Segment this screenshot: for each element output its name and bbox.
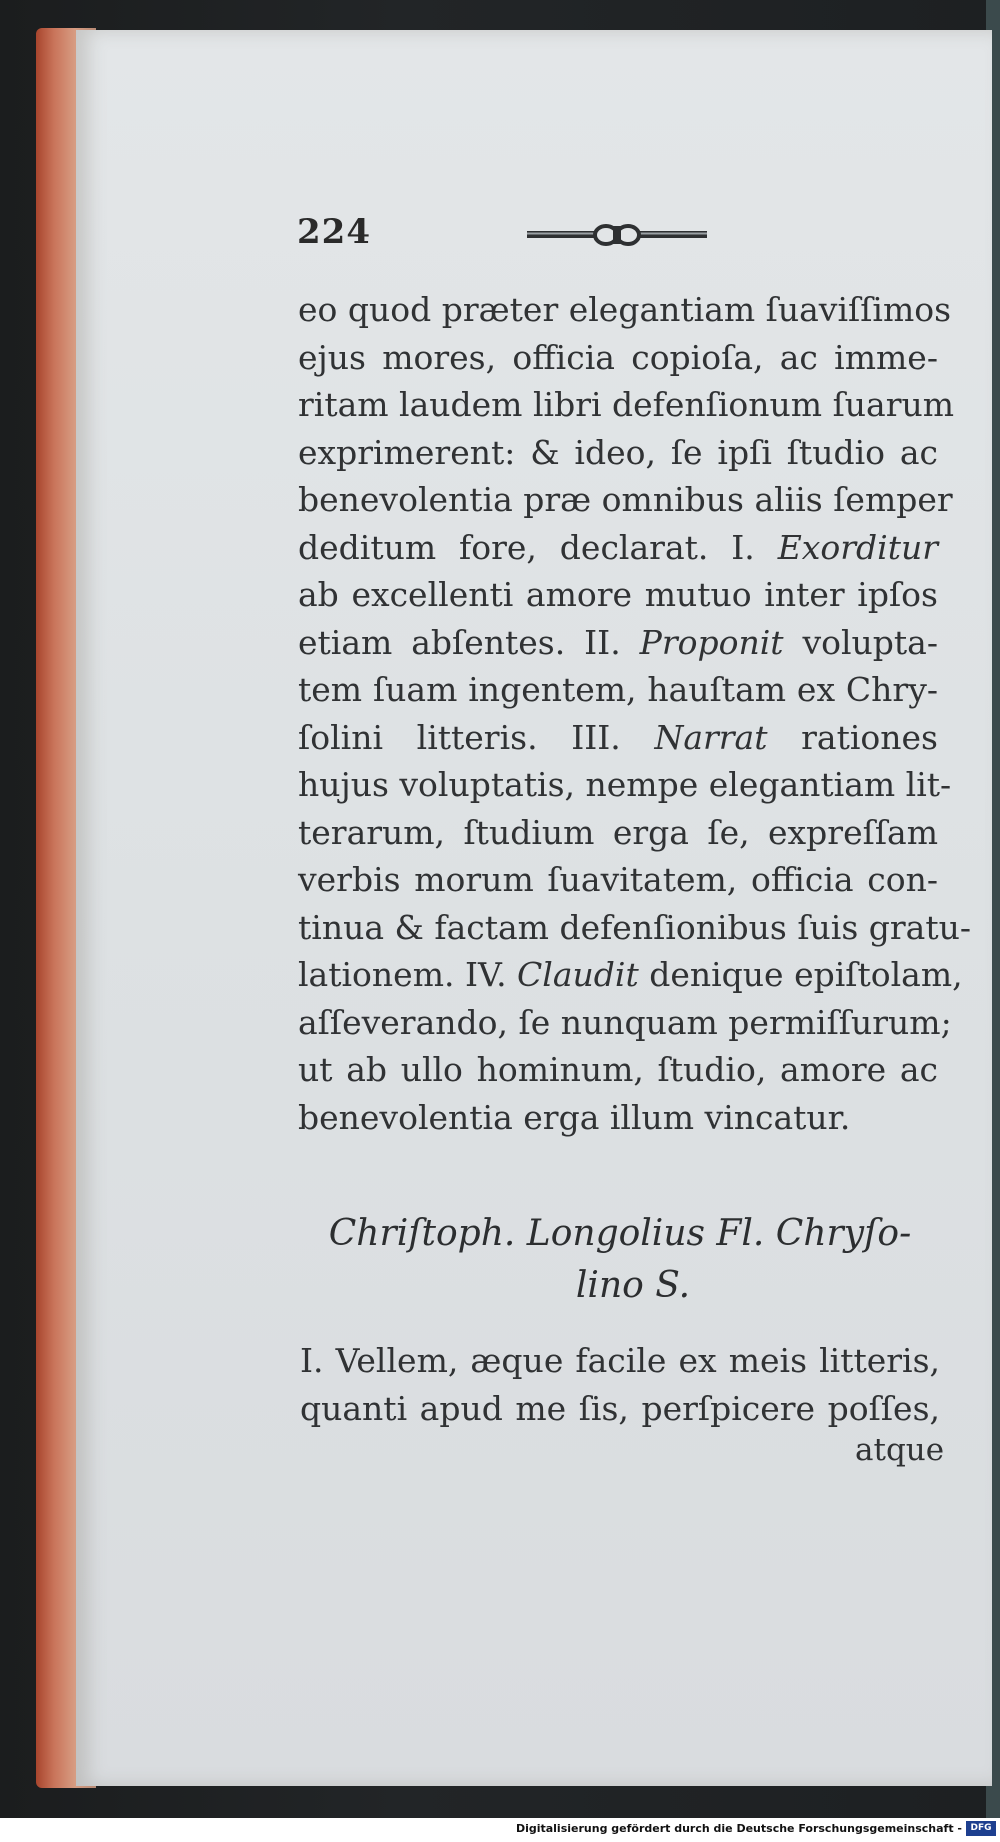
text-line: tem ſuam ingentem, hauſtam ex Chry- — [298, 670, 938, 709]
text-line: aſſeverando, ſe nunquam permiſſurum; — [298, 1002, 952, 1042]
heading-line: lino S. — [575, 1265, 691, 1306]
text-line — [298, 714, 938, 762]
text-line: I. Vellem, æque facile ex meis litteris, — [300, 1341, 940, 1380]
italic-keyword: Claudit — [517, 955, 639, 994]
text-line: ejus mores, officia copioſa, ac imme- — [298, 337, 938, 377]
catchword: atque — [855, 1432, 945, 1468]
text-line: ab excellenti amore mutuo inter ipſos — [298, 575, 938, 614]
text-line: benevolentia præ omnibus aliis ſemper — [298, 480, 953, 519]
text-line: verbis morum ſuavitatem, officia con- — [298, 860, 938, 899]
text-line: hujus voluptatis, nempe elegantiam lit- — [298, 765, 952, 804]
text-run: rationes — [767, 717, 938, 757]
italic-keyword: Exorditur — [777, 527, 938, 567]
page-number: 224 — [297, 212, 371, 252]
text-run: lationem. IV. — [298, 955, 518, 994]
text-run: etiam abſentes. II. — [298, 622, 640, 662]
heading-line: Chriſtoph. Longolius Fl. Chryſo- — [328, 1213, 912, 1254]
summary-paragraph — [298, 286, 972, 1141]
text-run: deditum fore, declarat. I. — [298, 527, 778, 567]
text-line: eo quod præter elegantiam ſuaviſſimos — [298, 290, 952, 329]
text-line: terarum, ſtudium erga ſe, expreſſam — [298, 812, 938, 852]
text-line: exprimerent: & ideo, ſe ipſi ſtudio ac — [298, 432, 938, 472]
digitization-credit: Digitalisierung gefördert durch die Deutsche Forschungsgemeinschaft - — [515, 1822, 962, 1835]
text-line: ritam laudem libri defenſionum ſuarum — [298, 385, 955, 424]
ornament-rule-icon — [527, 222, 707, 248]
letter-paragraph — [300, 1337, 940, 1433]
italic-keyword: Narrat — [654, 717, 768, 757]
letter-heading — [300, 1208, 940, 1312]
text-line: ut ab ullo hominum, ſtudio, amore ac — [298, 1050, 938, 1089]
dfg-logo-icon: DFG — [966, 1821, 996, 1836]
text-line: quanti apud me ſis, perſpicere poſſes, — [300, 1389, 940, 1428]
text-run: denique epiſtolam, — [638, 955, 963, 994]
text-line: benevolentia erga illum vincatur. — [298, 1097, 851, 1137]
text-run: volupta- — [783, 622, 938, 662]
text-line — [298, 524, 938, 572]
text-line: tinua & factam defenſionibus ſuis gratu- — [298, 907, 972, 947]
italic-keyword: Proponit — [639, 622, 784, 662]
text-line — [298, 951, 963, 999]
text-line — [298, 619, 938, 667]
text-run: ſolini litteris. III. — [298, 717, 655, 757]
